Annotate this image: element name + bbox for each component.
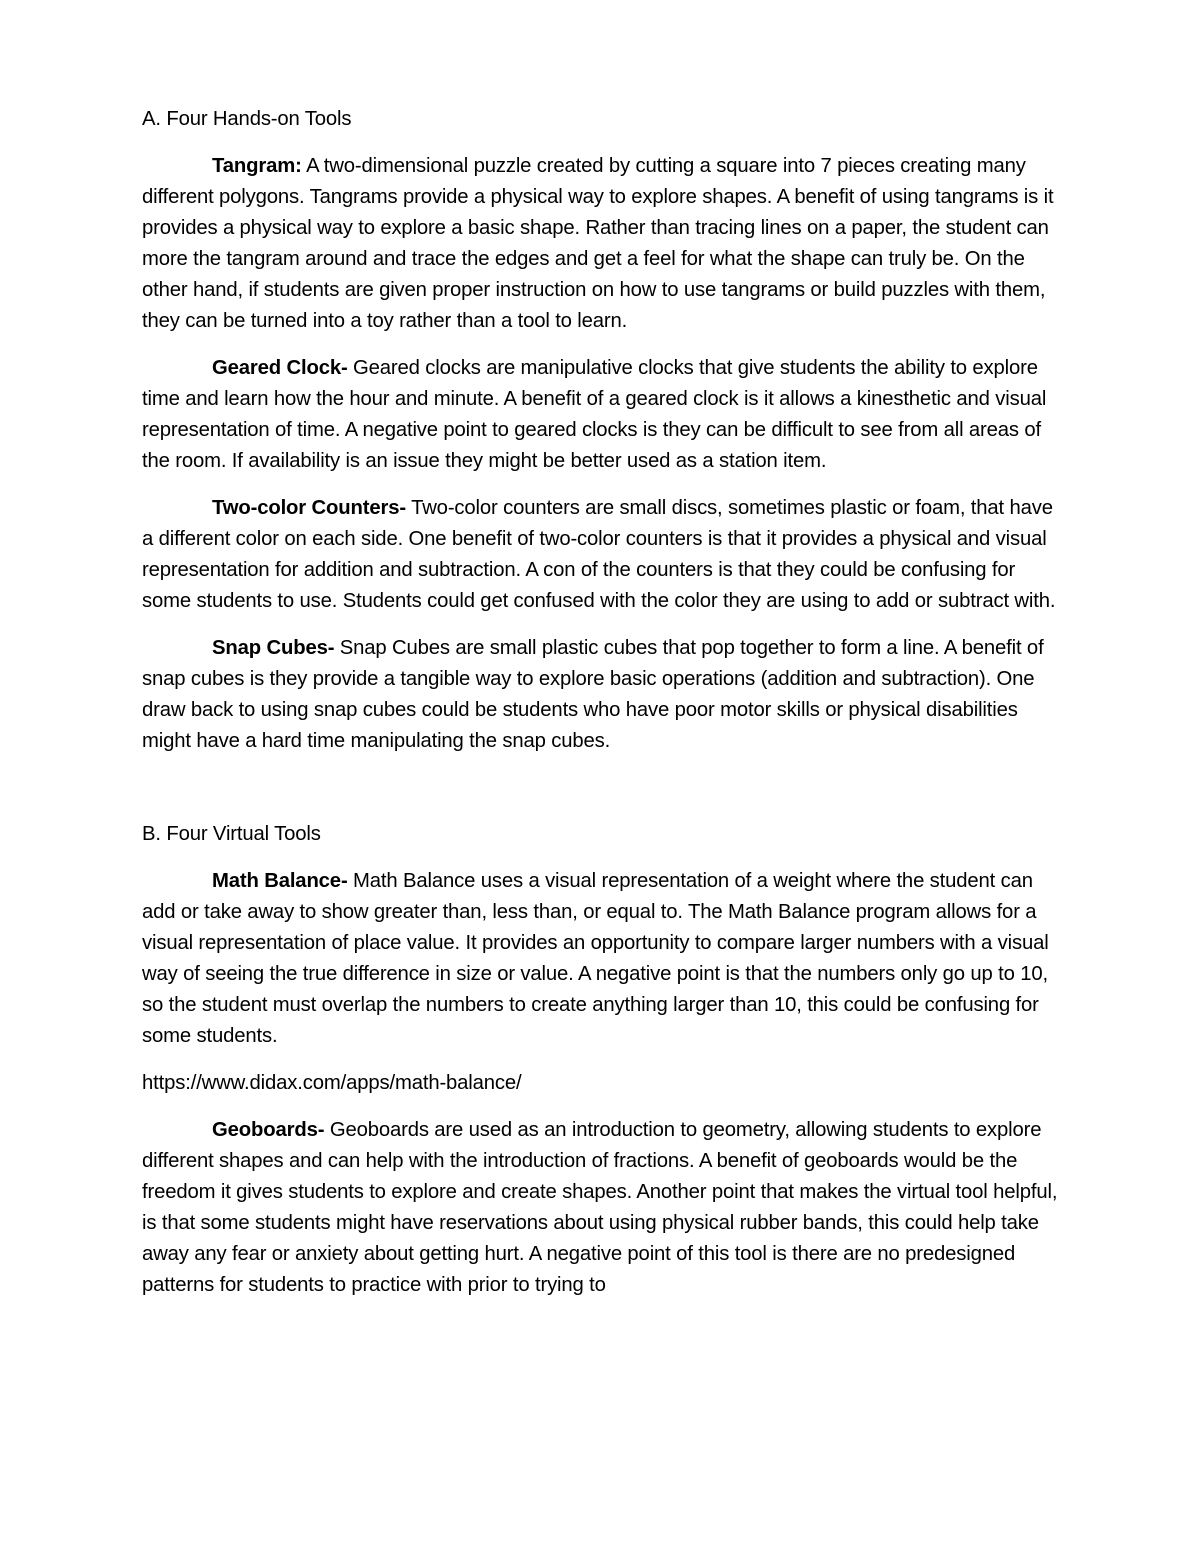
- geared-clock-paragraph: [142, 353, 1060, 477]
- geoboards-text: Geoboards are used as an introduction to geometry, allowing students to explore different shapes and can help with the introduction of fractions. A benefit of geoboards would be the freedom it gives students to explore and create shapes. Another point that makes the virtual tool helpful, is that some students might have reservations about using physical rubber bands, this could help take away any fear or anxiety about getting hurt. A negative point of this tool is there are no predesigned patterns for students to practice with prior to trying to: [142, 1119, 1058, 1296]
- math-balance-term: Math Balance-: [212, 870, 348, 892]
- math-balance-url[interactable]: https://www.didax.com/apps/math-balance/: [142, 1072, 522, 1094]
- tangram-text: A two-dimensional puzzle created by cutting a square into 7 pieces creating many different polygons. Tangrams provide a physical way to explore shapes. A benefit of using tangrams is it provides a physical way to explore a basic shape. Rather than tracing lines on a paper, the student can more the tangram around and trace the edges and get a feel for what the shape can truly be. On the other hand, if students are given proper instruction on how to use tangrams or build puzzles with them, they can be turned into a toy rather than a tool to learn.: [142, 155, 1054, 332]
- two-color-counters-paragraph: [142, 493, 1060, 617]
- two-color-counters-text: Two-color counters are small discs, sometimes plastic or foam, that have a different color on each side. One benefit of two-color counters is that it provides a physical and visual representation for addition and subtraction. A con of the counters is that they could be confusing for some students to use. Students could get confused with the color they are using to add or subtract with.: [142, 497, 1056, 612]
- geoboards-term: Geoboards-: [212, 1119, 325, 1141]
- tangram-term: Tangram:: [212, 155, 302, 177]
- section-b-heading: B. Four Virtual Tools: [142, 823, 321, 845]
- section-a-heading: A. Four Hands-on Tools: [142, 108, 352, 130]
- snap-cubes-text: Snap Cubes are small plastic cubes that pop together to form a line. A benefit of snap cubes is they provide a tangible way to explore basic operations (addition and subtraction). One draw back to using snap cubes could be students who have poor motor skills or physical disabilities might have a hard time manipulating the snap cubes.: [142, 637, 1044, 752]
- math-balance-paragraph: [142, 866, 1060, 1052]
- geared-clock-term: Geared Clock-: [212, 357, 348, 379]
- geared-clock-text: Geared clocks are manipulative clocks that give students the ability to explore time and learn how the hour and minute. A benefit of a geared clock is it allows a kinesthetic and visual representation of time. A negative point to geared clocks is they can be difficult to see from all areas of the room. If availability is an issue they might be better used as a station item.: [142, 357, 1047, 472]
- geoboards-paragraph: [142, 1115, 1060, 1301]
- snap-cubes-paragraph: [142, 633, 1060, 757]
- tangram-paragraph: [142, 151, 1060, 337]
- section-spacer: [142, 773, 1060, 819]
- two-color-counters-term: Two-color Counters-: [212, 497, 406, 519]
- snap-cubes-term: Snap Cubes-: [212, 637, 335, 659]
- document-page: [142, 104, 1060, 1317]
- math-balance-text: Math Balance uses a visual representation of a weight where the student can add or take away to show greater than, less than, or equal to. The Math Balance program allows for a visual representation of place value. It provides an opportunity to compare larger numbers with a visual way of seeing the true difference in size or value. A negative point is that the numbers only go up to 10, so the student must overlap the numbers to create anything larger than 10, this could be confusing for some students.: [142, 870, 1049, 1047]
